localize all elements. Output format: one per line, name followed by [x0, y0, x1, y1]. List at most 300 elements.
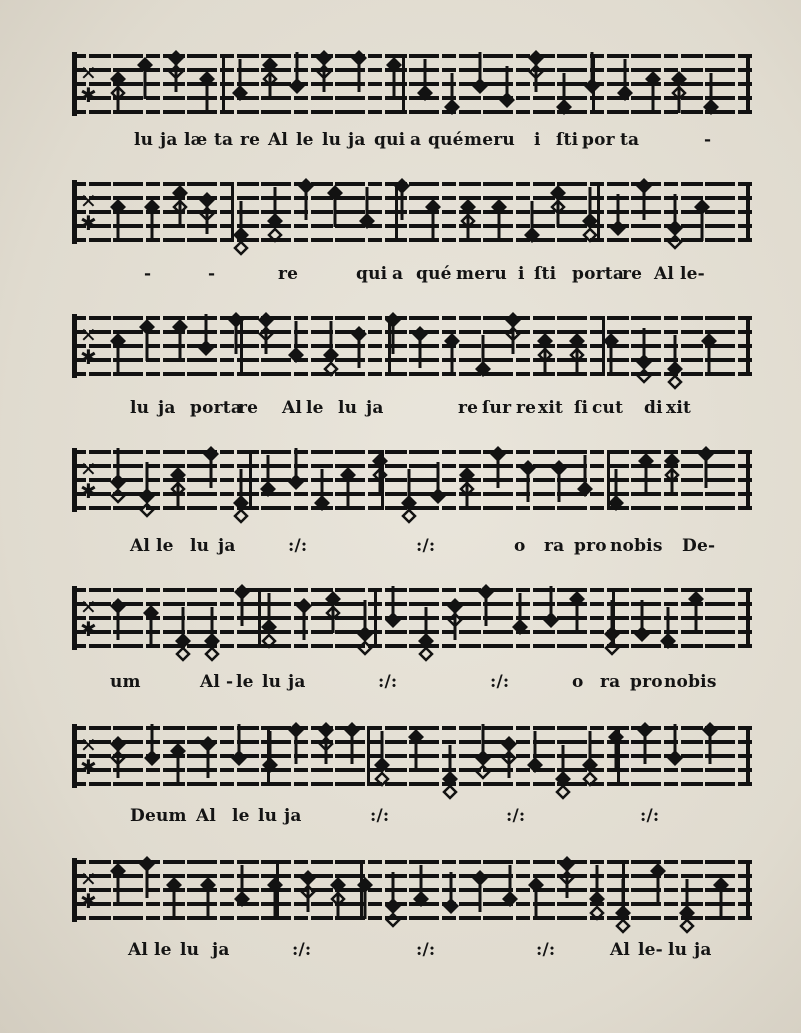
note-stem [615, 469, 618, 503]
lyric-syllable: ra [544, 536, 565, 556]
note-stem [364, 885, 367, 919]
note-stem [512, 320, 515, 354]
note-stem [151, 724, 154, 758]
note-stem [179, 327, 182, 361]
barline [222, 54, 225, 114]
note-stem [643, 186, 646, 220]
note-stem [238, 724, 241, 758]
note-stem [449, 745, 452, 779]
note-stem [509, 865, 512, 899]
note-head [403, 510, 415, 522]
staff-bracket [72, 52, 77, 116]
note-stem [535, 885, 538, 919]
note-stem [347, 475, 350, 509]
note-head [420, 648, 432, 660]
note-stem [117, 207, 120, 241]
clef-sign: ✕ [80, 595, 97, 619]
clef-sign: ✕ [80, 61, 97, 85]
note-stem [117, 341, 120, 375]
note-stem [117, 871, 120, 905]
note-stem [479, 878, 482, 912]
lyric-syllable: o [514, 536, 526, 556]
lyric-syllable: nobis [664, 672, 717, 692]
note-stem [550, 586, 553, 620]
lyric-syllable: ja [212, 940, 230, 960]
note-stem [146, 462, 149, 496]
note-stem [563, 73, 566, 107]
clef-sign: ✕ [80, 189, 97, 213]
lyric-syllable: a [392, 264, 404, 284]
note-stem [182, 607, 185, 641]
lyric-syllable: ſur [482, 398, 512, 418]
note-stem [146, 864, 149, 898]
lyric-syllable: lu [190, 536, 210, 556]
lyric-syllable: Al [196, 806, 217, 826]
note-stem [451, 341, 454, 375]
note-stem [392, 320, 395, 354]
lyric-syllable: re [278, 264, 299, 284]
note-stem [117, 448, 120, 482]
note-stem [332, 599, 335, 633]
lyric-syllable: xit [666, 398, 692, 418]
note-stem [177, 475, 180, 509]
note-stem [485, 592, 488, 626]
note-stem [307, 878, 310, 912]
note-head [444, 786, 456, 798]
staff-system-7 [72, 846, 754, 936]
lyric-syllable: Al [200, 672, 221, 692]
note-stem [584, 455, 587, 489]
note-stem [610, 341, 613, 375]
note-head [557, 786, 569, 798]
note-stem [241, 865, 244, 899]
note-stem [576, 599, 579, 633]
note-stem [652, 79, 655, 113]
staff-bracket [72, 314, 77, 378]
lyric-syllable: ra [600, 672, 621, 692]
note-head [235, 510, 247, 522]
note-stem [589, 731, 592, 765]
note-stem [482, 335, 485, 369]
note-stem [450, 872, 453, 906]
note-head [177, 648, 189, 660]
lyric-syllable: lu [262, 672, 282, 692]
lyric-syllable: qui [374, 130, 406, 150]
lyric-syllable: xit [538, 398, 564, 418]
note-head [617, 920, 629, 932]
note-stem [268, 593, 271, 627]
lyric-syllable: lu [668, 940, 688, 960]
note-stem [274, 187, 277, 221]
end-bar [746, 860, 750, 920]
end-bar [746, 726, 750, 786]
note-stem [671, 461, 674, 495]
lyric-syllable: ja [694, 940, 712, 960]
note-stem [206, 79, 209, 113]
staff-notation [72, 712, 754, 802]
note-stem [393, 65, 396, 99]
note-stem [720, 885, 723, 919]
lyric-syllable: :/: [416, 940, 436, 960]
note-stem [144, 65, 147, 99]
lyric-syllable: ja [158, 398, 176, 418]
note-stem [701, 207, 704, 241]
note-stem [544, 341, 547, 375]
note-stem [535, 58, 538, 92]
lyric-syllable: nobis [610, 536, 663, 556]
note-stem [497, 454, 500, 488]
lyric-syllable: :/: [416, 536, 436, 556]
note-stem [710, 73, 713, 107]
staff-bracket [72, 180, 77, 244]
note-stem [591, 52, 594, 86]
note-stem [479, 52, 482, 86]
lyric-syllable: - [208, 264, 216, 284]
note-stem [611, 600, 614, 634]
end-bar [746, 316, 750, 376]
lyric-syllable: lu [322, 130, 342, 150]
lyric-syllable: por [582, 130, 615, 150]
lyric-syllable: lu [130, 398, 150, 418]
note-stem [325, 730, 328, 764]
barline [597, 182, 600, 242]
note-stem [686, 879, 689, 913]
note-stem [337, 885, 340, 919]
note-stem [432, 207, 435, 241]
note-stem [392, 586, 395, 620]
barline [374, 588, 377, 648]
lyric-syllable: ta [620, 130, 640, 150]
staff-notation [72, 574, 754, 664]
note-stem [295, 321, 298, 355]
note-stem [211, 607, 214, 641]
lyric-syllable: :/: [536, 940, 556, 960]
note-stem [177, 751, 180, 785]
note-stem [401, 186, 404, 220]
lyric-syllable: - [704, 130, 712, 150]
lyric-syllable: ja [284, 806, 302, 826]
lyric-syllable: re [240, 130, 261, 150]
note-stem [334, 193, 337, 227]
note-stem [241, 592, 244, 626]
note-stem [295, 448, 298, 482]
note-stem [674, 194, 677, 228]
lyric-syllable: re [622, 264, 643, 284]
note-stem [519, 593, 522, 627]
lyric-syllable: ja [218, 536, 236, 556]
lyric-line-2 [72, 264, 754, 290]
lyric-syllable: meru [464, 130, 515, 150]
lyric-syllable: qui [356, 264, 388, 284]
note-stem [641, 600, 644, 634]
lyric-syllable: re [458, 398, 479, 418]
note-stem [615, 737, 618, 771]
lyric-syllable: o [572, 672, 584, 692]
lyric-syllable: ja [348, 130, 366, 150]
lyric-syllable: Al [130, 536, 151, 556]
lyric-syllable: :/: [288, 536, 308, 556]
lyric-syllable: qué [428, 130, 464, 150]
clef-sign: ✱ [80, 83, 97, 107]
note-stem [617, 194, 620, 228]
end-bar [746, 588, 750, 648]
note-stem [644, 730, 647, 764]
lyric-syllable: porta [572, 264, 625, 284]
staff-bracket [72, 724, 77, 788]
lyric-syllable: :/: [292, 940, 312, 960]
note-stem [240, 469, 243, 503]
note-stem [657, 871, 660, 905]
note-stem [330, 321, 333, 355]
lyric-syllable: :/: [506, 806, 526, 826]
lyric-syllable: lu [134, 130, 154, 150]
staff-notation [72, 40, 754, 130]
lyric-syllable: re [238, 398, 259, 418]
note-stem [179, 193, 182, 227]
lyric-syllable: le [236, 672, 254, 692]
note-stem [210, 454, 213, 488]
note-stem [437, 462, 440, 496]
note-stem [265, 320, 268, 354]
lyric-line-7 [72, 940, 754, 966]
lyric-syllable: le- [638, 940, 663, 960]
lyric-syllable: i [518, 264, 525, 284]
note-stem [269, 65, 272, 99]
staff-system-2 [72, 168, 754, 258]
lyric-syllable: ja [366, 398, 384, 418]
note-stem [498, 207, 501, 241]
lyric-line-3 [72, 398, 754, 424]
note-stem [466, 475, 469, 509]
note-stem [381, 731, 384, 765]
lyric-syllable: lu [180, 940, 200, 960]
note-stem [695, 599, 698, 633]
note-stem [624, 59, 627, 93]
staff-bracket [72, 858, 77, 922]
lyric-syllable: ja [160, 130, 178, 150]
barline [402, 54, 405, 114]
note-stem [206, 200, 209, 234]
note-stem [708, 341, 711, 375]
note-stem [527, 468, 530, 502]
lyric-syllable: ſti [556, 130, 579, 150]
clef-sign: ✱ [80, 345, 97, 369]
lyric-syllable: :/: [490, 672, 510, 692]
barline [231, 182, 234, 242]
note-stem [239, 59, 242, 93]
note-stem [379, 461, 382, 495]
clef-sign: ✕ [80, 457, 97, 481]
note-stem [508, 744, 511, 778]
note-stem [175, 58, 178, 92]
note-head [206, 648, 218, 660]
barline [258, 588, 261, 648]
note-stem [482, 724, 485, 758]
note-stem [267, 455, 270, 489]
note-stem [705, 454, 708, 488]
note-stem [674, 724, 677, 758]
note-stem [678, 79, 681, 113]
staff-system-6 [72, 712, 754, 802]
note-stem [240, 201, 243, 235]
lyric-syllable: le [154, 940, 172, 960]
lyric-syllable: a [410, 130, 422, 150]
note-stem [622, 879, 625, 913]
staff-bracket [72, 448, 77, 512]
lyric-syllable: læ [184, 130, 208, 150]
note-stem [424, 59, 427, 93]
lyric-syllable: le [306, 398, 324, 418]
lyric-line-1 [72, 130, 754, 156]
lyric-syllable: Al [282, 398, 303, 418]
lyric-line-5 [72, 672, 754, 698]
note-stem [117, 744, 120, 778]
note-stem [269, 731, 272, 765]
lyric-syllable: lu [258, 806, 278, 826]
end-bar [746, 54, 750, 114]
staff-notation [72, 302, 754, 392]
lyric-syllable: :/: [640, 806, 660, 826]
lyric-syllable: di [644, 398, 663, 418]
note-stem [408, 469, 411, 503]
note-stem [451, 73, 454, 107]
note-stem [645, 461, 648, 495]
note-stem [467, 207, 470, 241]
staff-notation [72, 168, 754, 258]
staff-bracket [72, 586, 77, 650]
note-stem [709, 730, 712, 764]
note-stem [562, 745, 565, 779]
note-stem [173, 885, 176, 919]
note-stem [207, 885, 210, 919]
barline [240, 316, 243, 376]
lyric-syllable: le- [680, 264, 705, 284]
lyric-syllable: :/: [370, 806, 390, 826]
lyric-syllable: Al [654, 264, 675, 284]
note-stem [419, 334, 422, 368]
note-stem [576, 341, 579, 375]
barline [602, 316, 605, 376]
note-stem [392, 872, 395, 906]
staff-system-3 [72, 302, 754, 392]
lyric-syllable: i [534, 130, 541, 150]
note-stem [205, 314, 208, 348]
lyric-line-4 [72, 536, 754, 562]
note-stem [146, 327, 149, 361]
note-stem [235, 320, 238, 354]
clef-sign: ✕ [80, 867, 97, 891]
barline [607, 450, 610, 510]
note-stem [274, 885, 277, 919]
barline [367, 726, 370, 786]
note-stem [589, 187, 592, 221]
staff-system-1 [72, 40, 754, 130]
lyric-syllable: ja [288, 672, 306, 692]
note-head [235, 242, 247, 254]
note-stem [506, 66, 509, 100]
clef-sign: ✱ [80, 755, 97, 779]
note-stem [415, 737, 418, 771]
note-stem [323, 58, 326, 92]
lyric-syllable: ſti [534, 264, 557, 284]
note-stem [420, 865, 423, 899]
lyric-syllable: qué [416, 264, 452, 284]
lyric-syllable: - [226, 672, 234, 692]
note-stem [557, 193, 560, 227]
staff-system-5 [72, 574, 754, 664]
lyric-line-6 [72, 806, 754, 832]
note-stem [351, 730, 354, 764]
note-stem [425, 607, 428, 641]
note-stem [321, 469, 324, 503]
lyric-syllable: re [516, 398, 537, 418]
lyric-syllable: le [156, 536, 174, 556]
note-stem [454, 606, 457, 640]
note-stem [558, 468, 561, 502]
note-stem [674, 335, 677, 369]
lyric-syllable: porta [190, 398, 243, 418]
lyric-syllable: Al [128, 940, 149, 960]
staff-notation [72, 846, 754, 936]
staff-notation [72, 436, 754, 526]
lyric-syllable: Al [610, 940, 631, 960]
lyric-syllable: le [232, 806, 250, 826]
note-stem [151, 207, 154, 241]
lyric-syllable: - [144, 264, 152, 284]
note-stem [364, 600, 367, 634]
note-stem [117, 79, 120, 113]
lyric-syllable: De- [682, 536, 716, 556]
note-stem [534, 731, 537, 765]
note-stem [531, 201, 534, 235]
barline [395, 182, 398, 242]
note-stem [366, 187, 369, 221]
end-bar [746, 182, 750, 242]
note-stem [566, 864, 569, 898]
lyric-syllable: pro [630, 672, 663, 692]
note-stem [667, 607, 670, 641]
note-stem [303, 606, 306, 640]
note-stem [305, 186, 308, 220]
lyric-syllable: Al [268, 130, 289, 150]
lyric-syllable: le [296, 130, 314, 150]
note-stem [117, 606, 120, 640]
note-head [669, 376, 681, 388]
lyric-syllable: meru [456, 264, 507, 284]
lyric-syllable: lu [338, 398, 358, 418]
clef-sign: ✕ [80, 733, 97, 757]
staff-system-4 [72, 436, 754, 526]
clef-sign: ✱ [80, 889, 97, 913]
note-stem [358, 58, 361, 92]
lyric-syllable: :/: [378, 672, 398, 692]
note-stem [207, 744, 210, 778]
clef-sign: ✕ [80, 323, 97, 347]
end-bar [746, 450, 750, 510]
note-stem [358, 334, 361, 368]
clef-sign: ✱ [80, 617, 97, 641]
note-stem [643, 328, 646, 362]
note-stem [296, 52, 299, 86]
lyric-syllable: pro [574, 536, 607, 556]
clef-sign: ✱ [80, 211, 97, 235]
note-head [681, 920, 693, 932]
barline [249, 450, 252, 510]
clef-sign: ✱ [80, 479, 97, 503]
note-stem [150, 613, 153, 647]
lyric-syllable: Deum [130, 806, 187, 826]
lyric-syllable: ta [214, 130, 234, 150]
